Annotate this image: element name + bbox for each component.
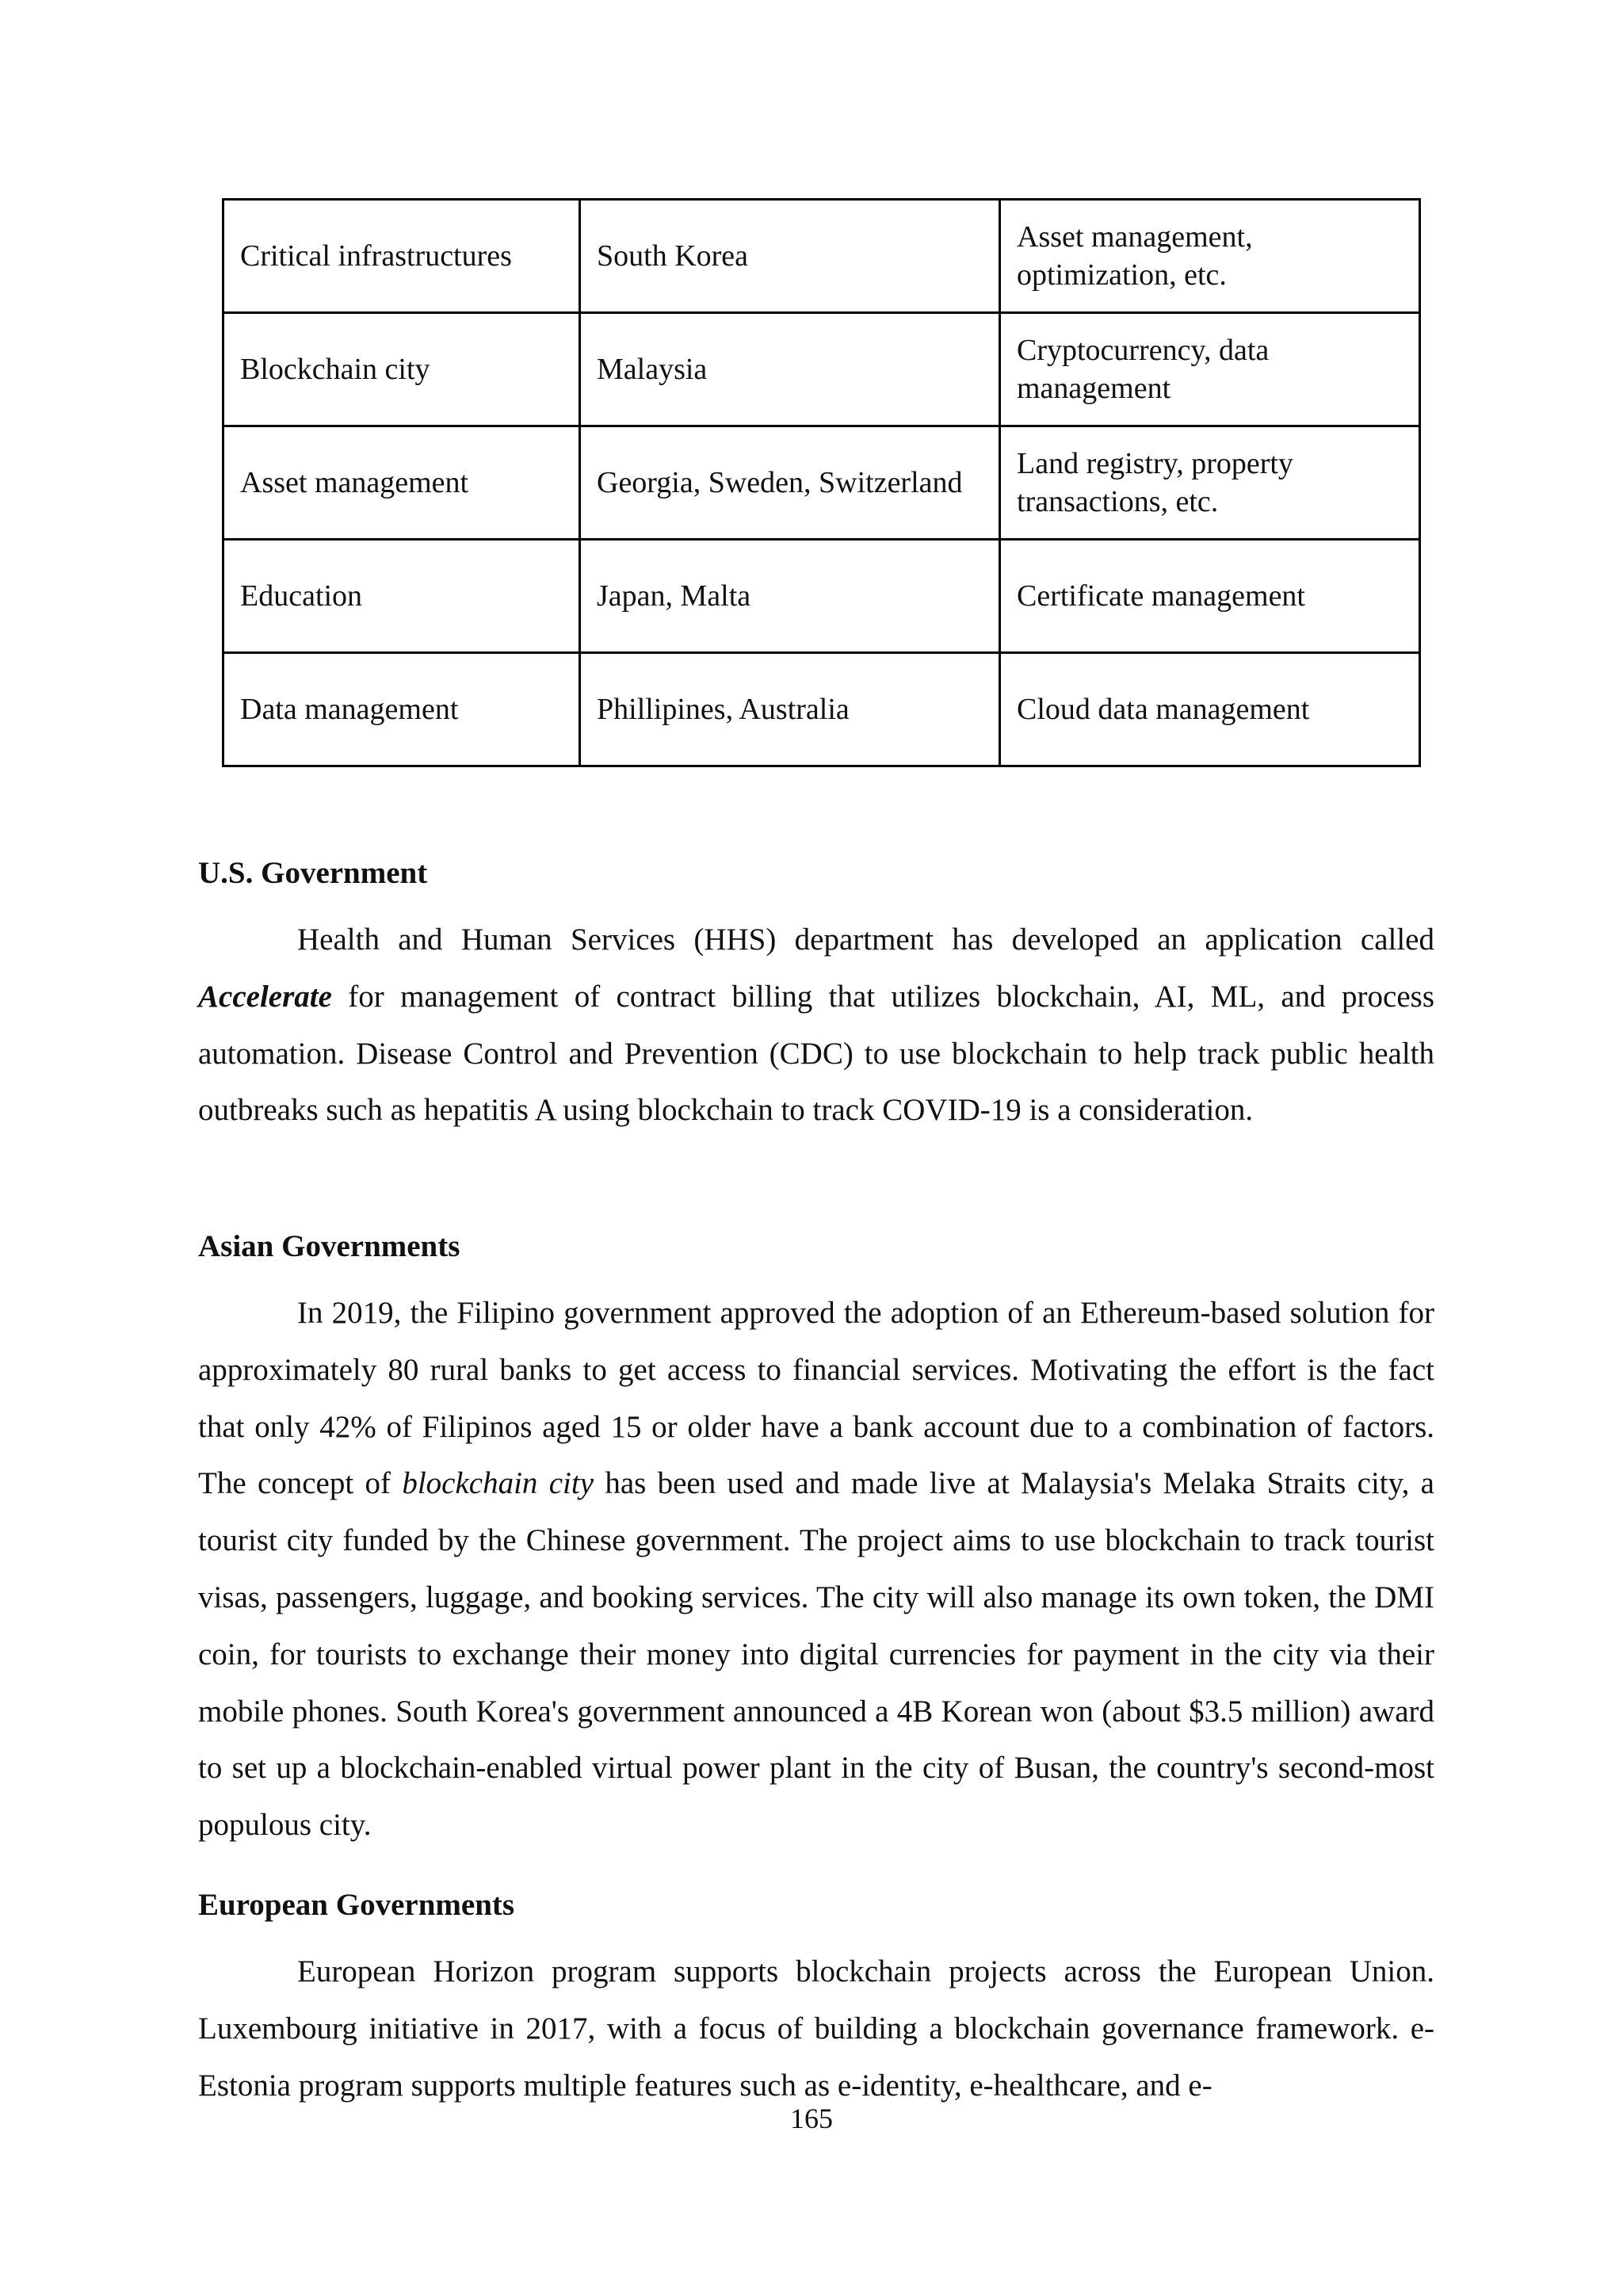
table-cell: Cryptocurrency, data management: [1000, 313, 1420, 426]
table-cell: Asset management: [223, 426, 580, 540]
table-cell: Cloud data management: [1000, 653, 1420, 766]
asia-paragraph-text-1: In 2019, the Filipino government approved the adoption of an Ethereum-based solution for approximately 80 rural banks to get access to financial services. Motivating the effort is the fact that only 42% of Filipinos aged 15 or older have a bank account due to a combination of factors. The concept of: [198, 1296, 1434, 1501]
table-row: [223, 540, 1420, 653]
accelerate-app-name: Accelerate: [198, 979, 332, 1014]
table-cell: Certificate management: [1000, 540, 1420, 653]
european-governments-section: [198, 1886, 1434, 2114]
european-governments-paragraph: European Horizon program supports blockchain projects across the European Union. Luxembourg initiative in 2017, with a focus of building a blockchain governance framework. e-Estonia program supports multiple features such as e-identity, e-healthcare, and e-: [198, 1954, 1434, 2103]
asian-governments-section: [198, 1228, 1434, 1854]
table-cell: Land registry, property transactions, etc.: [1000, 426, 1420, 540]
us-government-section: [198, 854, 1434, 1139]
table-row: [223, 426, 1420, 540]
table-row: [223, 313, 1420, 426]
policy-table: [222, 198, 1421, 767]
table-cell: Asset management, optimization, etc.: [1000, 200, 1420, 313]
asia-paragraph-text-2: has been used and made live at Malaysia's Melaka Straits city, a tourist city funded by the Chinese government. The project aims to use blockchain to track tourist visas, passengers, luggage, and booking services. The city will also manage its own token, the DMI coin, for tourists to exchange their money into digital currencies for payment in the city via their mobile phones. South Korea's government announced a 4B Korean won (about $3.5 million) award to set up a blockchain-enabled virtual power plant in the city of Busan, the country's second-most populous city.: [198, 1466, 1434, 1843]
page-number: 165: [790, 2103, 833, 2134]
table-cell: Georgia, Sweden, Switzerland: [580, 426, 1000, 540]
table-row: [223, 200, 1420, 313]
table-cell: Data management: [223, 653, 580, 766]
us-paragraph-text-1: Health and Human Services (HHS) department has developed an application called: [297, 923, 1434, 957]
us-government-heading: U.S. Government: [198, 856, 428, 890]
table-row: [223, 653, 1420, 766]
european-governments-heading: European Governments: [198, 1888, 515, 1922]
table-cell: Blockchain city: [223, 313, 580, 426]
table-cell: South Korea: [580, 200, 1000, 313]
blockchain-city-term: blockchain city: [402, 1466, 594, 1501]
table-cell: Japan, Malta: [580, 540, 1000, 653]
table-cell: Education: [223, 540, 580, 653]
us-paragraph-text-2: for management of contract billing that utilizes blockchain, AI, ML, and process automation. Disease Control and Prevention (CDC) to use blockchain to help track public health outbreaks such as hepatitis A using blockchain to track COVID-19 is a consideration.: [198, 979, 1434, 1128]
policy-table-container: [222, 198, 1419, 767]
asian-governments-heading: Asian Governments: [198, 1229, 460, 1263]
table-cell: Phillipines, Australia: [580, 653, 1000, 766]
table-cell: Malaysia: [580, 313, 1000, 426]
table-cell: Critical infrastructures: [223, 200, 580, 313]
us-government-paragraph: [198, 911, 1434, 1139]
asian-governments-paragraph: [198, 1285, 1434, 1854]
